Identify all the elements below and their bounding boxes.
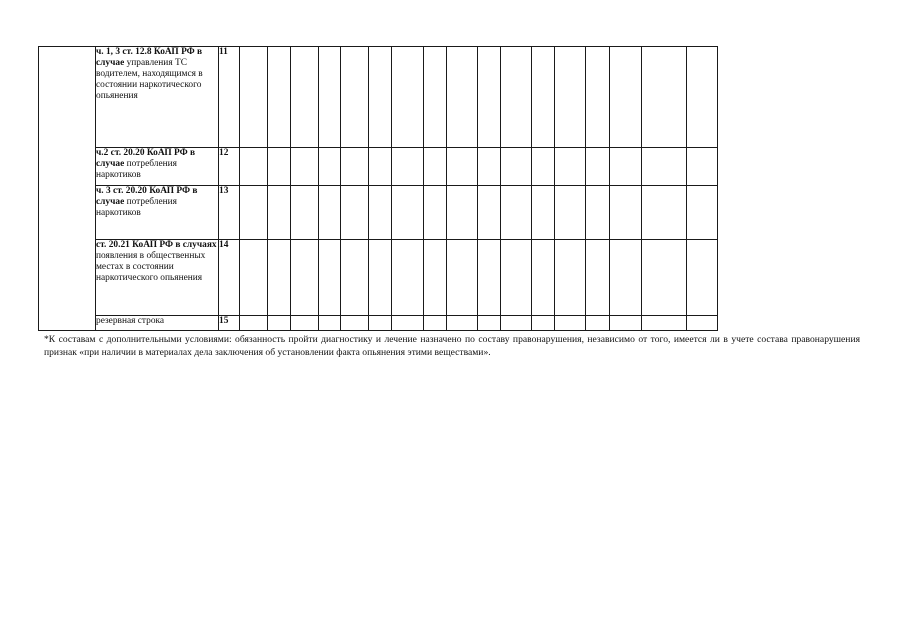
row-label: ст. 20.21 КоАП РФ в случаях появления в общественных местах в состоянии наркотического опьянения [96,240,219,316]
row-number: 11 [219,47,240,148]
table-row [39,47,870,148]
row-number: 15 [219,316,240,331]
statistics-table [38,46,870,331]
footnote: *К составам с дополнительными условиями: обязанность пройти диагностику и лечение назначено по составу правонарушения, независимо от того, имеется ли в учете состава правонарушения признак «при наличии в материалах дела заключения об установлении факта опьянения этими веществами». [44,334,860,358]
row-label: ч.2 ст. 20.20 КоАП РФ в случае потребления наркотиков [96,148,219,186]
row-number: 14 [219,240,240,316]
table-row [39,148,870,186]
table-row [39,186,870,240]
table-row [39,316,870,331]
row-label: резервная строка [96,316,219,331]
table-row [39,240,870,316]
row-label: ч. 1, 3 ст. 12.8 КоАП РФ в случае управления ТС водителем, находящимся в состоянии наркотического опьянения [96,47,219,148]
row-number: 12 [219,148,240,186]
row-number: 13 [219,186,240,240]
merged-left-column [39,47,96,331]
row-label: ч. 3 ст. 20.20 КоАП РФ в случае потребления наркотиков [96,186,219,240]
